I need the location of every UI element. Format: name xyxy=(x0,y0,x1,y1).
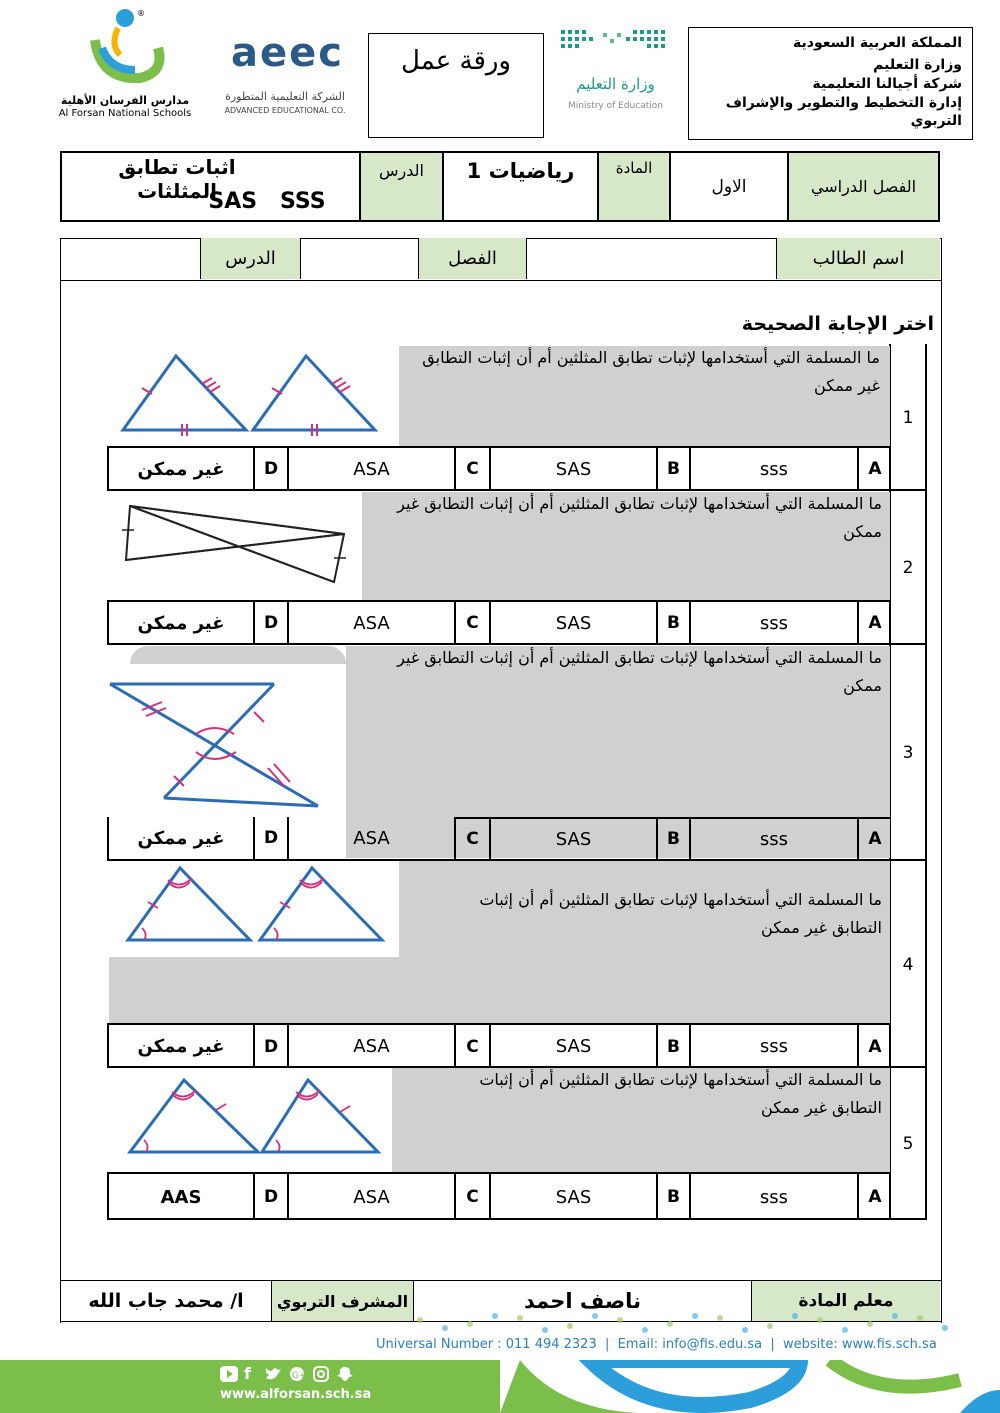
question-number: 4 xyxy=(902,955,914,975)
question-number: 1 xyxy=(902,408,914,428)
moe-pattern-icon xyxy=(553,25,678,65)
option-letter-a: A xyxy=(857,1174,891,1220)
option-b[interactable]: SAS xyxy=(489,1174,656,1220)
gov-line: شركة أجيالنا التعليمية xyxy=(812,76,962,92)
number-column xyxy=(889,344,925,1218)
moe-logo xyxy=(553,25,678,120)
twitter-icon[interactable] xyxy=(264,1366,282,1382)
student-name-label: اسم الطالب xyxy=(776,238,940,279)
student-lesson-label: الدرس xyxy=(200,238,300,279)
q5-figure xyxy=(118,1072,393,1164)
question-text: ما المسلمة التي أستخدامها لإثبات تطابق المثلثين أم أن إثبات التطابق غير ممكن xyxy=(397,648,882,695)
option-letter-a: A xyxy=(857,1025,891,1068)
question-text: ما المسلمة التي أستخدامها لإثبات تطابق المثلثين أم أن إثبات التطابق غير ممكن xyxy=(422,348,880,395)
option-letter-c: C xyxy=(454,1174,489,1220)
instruction: اختر الإجابة الصحيحة xyxy=(741,313,934,335)
question-text: ما المسلمة التي أستخدامها لإثبات تطابق المثلثين أم أن إثبات التطابق غير ممكن xyxy=(479,890,882,937)
aeec-name-ar: الشركة التعليمية المتطورة xyxy=(225,90,345,103)
option-c[interactable]: ASA xyxy=(287,817,454,859)
moe-name-ar: وزارة التعليم xyxy=(576,75,655,93)
lesson-label: الدرس xyxy=(359,153,442,220)
teacher-name: ناصف احمد xyxy=(413,1281,751,1321)
footer-band xyxy=(0,1360,1000,1413)
semester-label: الفصل الدراسي xyxy=(787,153,938,220)
option-a[interactable]: sss xyxy=(689,448,857,490)
options-row xyxy=(107,1023,891,1068)
option-c[interactable]: ASA xyxy=(287,1025,454,1068)
gov-line: المملكة العربية السعودية xyxy=(793,35,962,51)
option-letter-d: D xyxy=(253,1025,287,1068)
option-c[interactable]: ASA xyxy=(287,448,454,490)
question-number: 3 xyxy=(902,743,914,763)
aeec-logo-text: aeec xyxy=(231,30,344,76)
option-letter-d: D xyxy=(253,448,287,490)
school-name-ar: مدارس الفرسان الأهلية xyxy=(60,94,190,107)
option-letter-b: B xyxy=(656,817,689,859)
gov-info-box xyxy=(688,27,973,140)
option-a[interactable]: sss xyxy=(689,1174,857,1220)
teacher-label: معلم المادة xyxy=(751,1281,940,1321)
options-row xyxy=(107,600,891,644)
q1-figure xyxy=(118,348,393,440)
option-letter-b: B xyxy=(656,1025,689,1068)
aeec-name-en: ADVANCED EDUCATIONAL CO. xyxy=(224,106,346,115)
option-letter-d: D xyxy=(253,602,287,644)
q2-figure xyxy=(112,494,362,594)
youtube-icon[interactable] xyxy=(220,1366,238,1382)
option-b[interactable]: SAS xyxy=(489,1025,656,1068)
google-plus-icon[interactable] xyxy=(288,1366,306,1382)
option-c[interactable]: ASA xyxy=(287,1174,454,1220)
class-field[interactable] xyxy=(300,238,418,279)
facebook-icon[interactable]: f xyxy=(244,1364,251,1383)
student-row xyxy=(60,238,942,281)
option-letter-a: A xyxy=(857,448,891,490)
contact-line: Universal Number : 011 494 2323 | Email: info@fis.edu.sa | website: www.fis.sch.sa xyxy=(376,1337,937,1352)
snapchat-icon[interactable] xyxy=(336,1366,354,1382)
question-number: 5 xyxy=(902,1134,914,1154)
option-letter-d: D xyxy=(253,817,287,859)
option-d[interactable]: AAS xyxy=(160,1186,202,1208)
option-letter-c: C xyxy=(454,448,489,490)
option-c[interactable]: ASA xyxy=(287,602,454,644)
worksheet-title-box xyxy=(368,33,544,138)
option-letter-a: A xyxy=(857,817,891,859)
option-a[interactable]: sss xyxy=(689,817,857,859)
option-b[interactable]: SAS xyxy=(489,817,656,859)
options-row xyxy=(107,1172,891,1220)
option-a[interactable]: sss xyxy=(689,1025,857,1068)
aeec-logo xyxy=(210,30,360,130)
lesson-value xyxy=(62,153,359,220)
option-letter-a: A xyxy=(857,602,891,644)
option-letter-b: B xyxy=(656,1174,689,1220)
option-letter-b: B xyxy=(656,602,689,644)
supervisor-label: المشرف التربوي xyxy=(271,1281,413,1321)
footer-swoosh xyxy=(500,1360,1000,1413)
gov-line: إدارة التخطيط والتطوير والإشراف التربوي xyxy=(725,95,962,129)
school-name-en: Al Forsan National Schools xyxy=(58,108,192,119)
option-letter-c: C xyxy=(454,1025,489,1068)
worksheet-title: ورقة عمل xyxy=(401,46,511,76)
option-letter-b: B xyxy=(656,448,689,490)
lesson-title: اثبات تطابق المثلثات xyxy=(118,155,236,203)
option-d[interactable]: غير ممكن xyxy=(137,458,225,480)
q3-figure xyxy=(108,664,348,816)
options-row xyxy=(107,446,891,490)
forsan-logo-icon xyxy=(40,0,210,95)
svg-text:®: ® xyxy=(137,9,145,18)
option-d[interactable]: غير ممكن xyxy=(137,1036,225,1057)
info-row xyxy=(60,151,940,222)
subject-value: رياضيات 1 xyxy=(442,153,597,220)
option-a[interactable]: sss xyxy=(689,602,857,644)
gov-line: وزارة التعليم xyxy=(873,57,962,73)
question-text: ما المسلمة التي أستخدامها لإثبات تطابق المثلثين أم أن إثبات التطابق غير ممكن xyxy=(397,494,882,541)
option-d[interactable]: غير ممكن xyxy=(137,827,225,849)
option-letter-c: C xyxy=(454,817,489,859)
q4-figure xyxy=(118,862,393,954)
options-row xyxy=(107,817,891,861)
student-name-field[interactable] xyxy=(526,238,776,279)
svg-text:G+: G+ xyxy=(292,1371,306,1381)
footer-website[interactable]: www.alforsan.sch.sa xyxy=(220,1387,372,1402)
question-text-cell xyxy=(130,646,346,664)
semester-value: الاول xyxy=(669,153,787,220)
supervisor-name: ا/ محمد جاب الله xyxy=(88,1290,244,1312)
option-letter-c: C xyxy=(454,602,489,644)
option-letter-d: D xyxy=(253,1174,287,1220)
question-number: 2 xyxy=(902,558,914,578)
moe-name-en: Ministry of Education xyxy=(568,101,663,111)
option-b[interactable]: SAS xyxy=(489,602,656,644)
lesson-subtitle: SAS SSS xyxy=(208,189,326,214)
social-icons xyxy=(220,1366,354,1386)
class-label: الفصل xyxy=(418,238,526,279)
school-logo xyxy=(40,0,210,125)
option-d[interactable]: غير ممكن xyxy=(137,612,225,634)
student-lesson-field[interactable] xyxy=(60,238,200,279)
instagram-icon[interactable] xyxy=(312,1366,330,1382)
question-text: ما المسلمة التي أستخدامها لإثبات تطابق المثلثين أم أن إثبات التطابق غير ممكن xyxy=(479,1070,882,1117)
option-b[interactable]: SAS xyxy=(489,448,656,490)
subject-label: المادة xyxy=(597,153,669,220)
